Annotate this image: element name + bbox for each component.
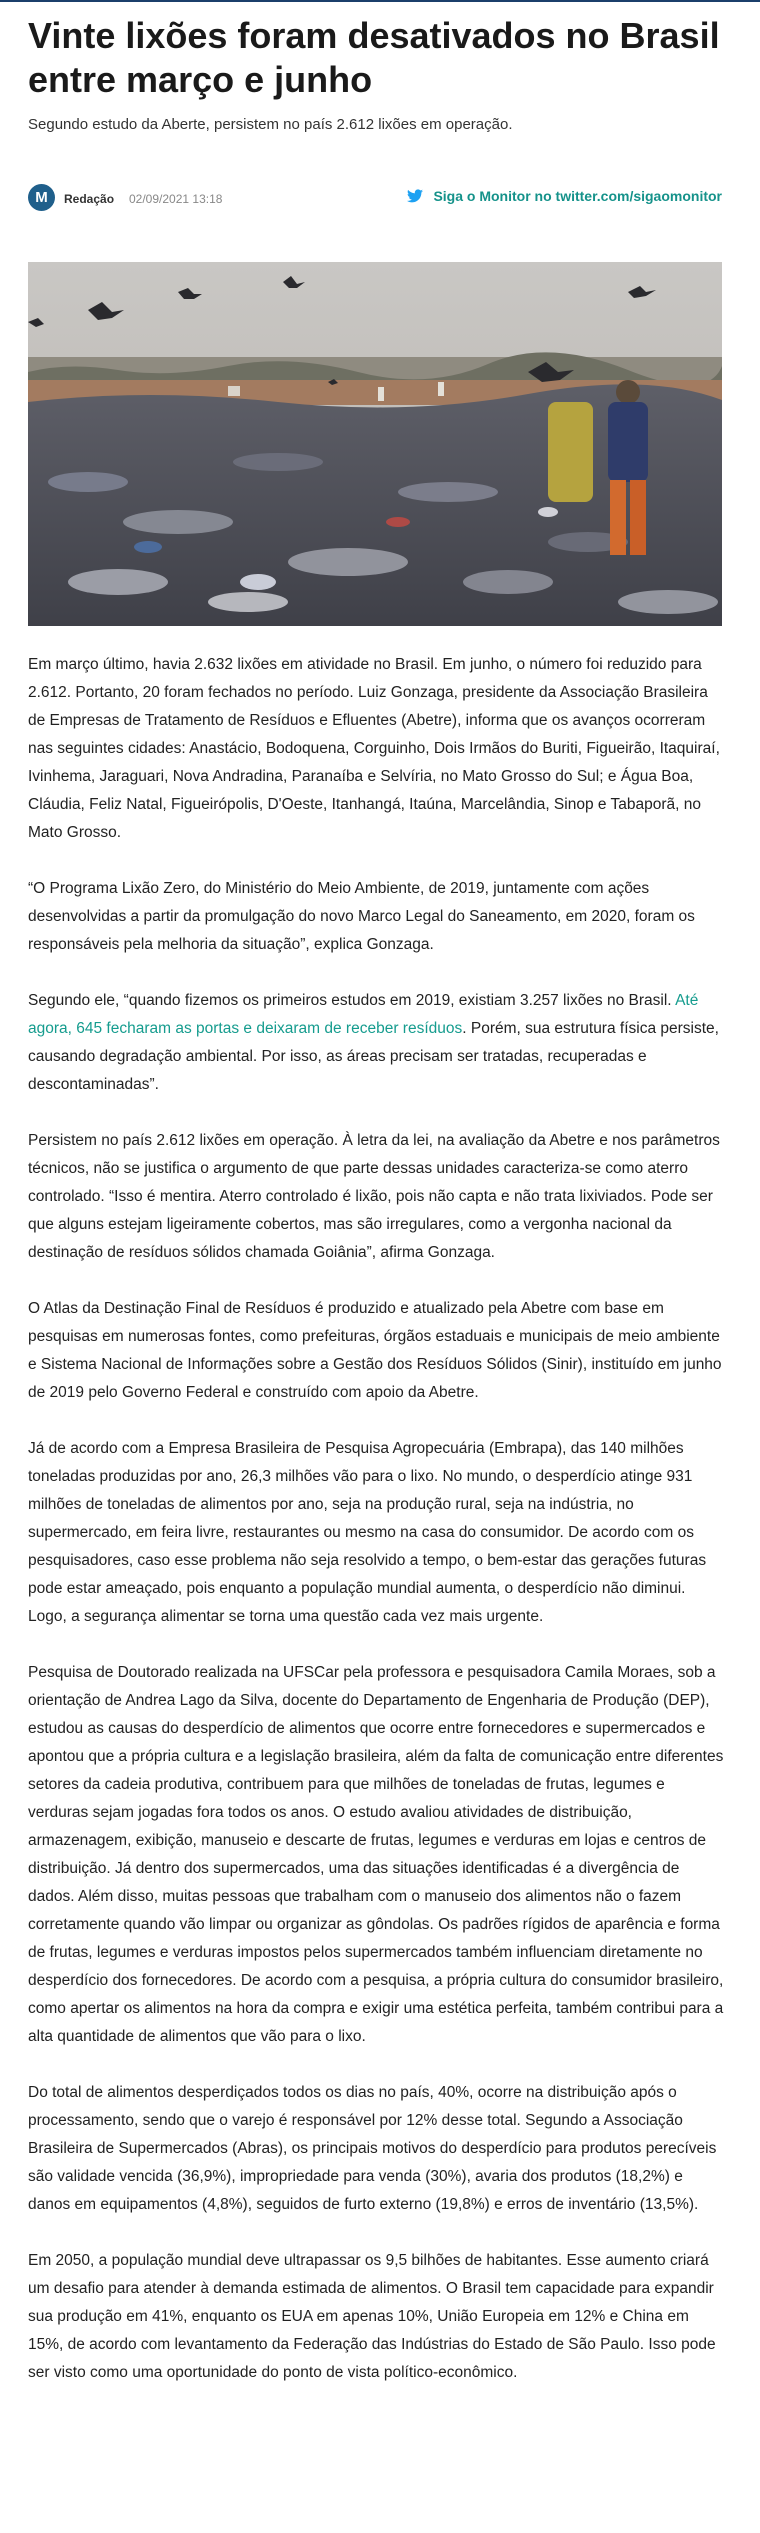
article-paragraph: Do total de alimentos desperdiçados todos os dias no país, 40%, ocorre na distribuição após o processamento, sendo que o varejo é responsável por 12% desse total. Segundo a Associação Brasileira de Supermercados (Abras), os principais motivos do desperdício para produtos perecíveis são validade vencida (36,9%), impropriedade para venda (30%), avaria dos produtos (18,2%) e danos em equipamentos (4,8%), seguidos de furto externo (19,8%) e erros de inventário (13,5%). [28,2084,717,2213]
top-border-line [0,0,760,2]
author-link[interactable]: Redação [64,192,115,206]
article-photo-landfill [28,262,722,626]
twitter-follow-text[interactable]: Siga o Monitor no twitter.com/sigaomonitor [433,188,722,204]
article-meta [28,184,722,214]
publish-date: 02/09/2021 13:18 [129,192,223,206]
article-paragraph: O Atlas da Destinação Final de Resíduos é produzido e atualizado pela Abetre com base em pesquisas em numerosas fontes, como prefeituras, órgãos estaduais e municipais de meio ambiente e Sistema Nacional de Informações sobre a Gestão dos Resíduos Sólidos (Sinir), instituído em junho de 2019 pelo Governo Federal e construído com apoio da Abetre. [28,1300,722,1401]
inline-article-link[interactable]: Até agora, 645 fecharam as portas e deixaram de receber resíduos [28,992,699,1037]
article-paragraph: Persistem no país 2.612 lixões em operação. À letra da lei, na avaliação da Abetre e nos parâmetros técnicos, não se justifica o argumento de que parte dessas unidades caracteriza-se como aterro controlado. “Isso é mentira. Aterro controlado é lixão, pois não capta e não trata lixiviados. Pode ser que alguns estejam ligeiramente cobertos, mas são irregulares, como a vergonha nacional da destinação de resíduos sólidos chamada Goiânia”, afirma Gonzaga. [28,1132,720,1261]
landfill-photo-illustration [28,262,722,626]
article-paragraph: Em março último, havia 2.632 lixões em atividade no Brasil. Em junho, o número foi reduzido para 2.612. Portanto, 20 foram fechados no período. Luiz Gonzaga, presidente da Associação Brasileira de Empresas de Tratamento de Resíduos e Efluentes (Abetre), informa que os avanços ocorreram nas seguintes cidades: Anastácio, Bodoquena, Corguinho, Dois Irmãos do Buriti, Figueirão, Itaquiraí, Ivinhema, Jaraguari, Nova Andradina, Paranaíba e Selvíria, no Mato Grosso do Sul; e Água Boa, Cláudia, Feliz Natal, Figueirópolis, D'Oeste, Itanhangá, Itaúna, Marcelândia, Sinop e Tabaporã, no Mato Grosso. [28,656,720,841]
twitter-bird-icon [407,189,423,203]
article-subtitle: Segundo estudo da Aberte, persistem no país 2.612 lixões em operação. [28,116,513,133]
article-body [28,651,728,2415]
article-paragraph-with-link [28,987,728,1099]
monitor-logo-icon[interactable]: M [28,184,55,211]
article-paragraph: Em 2050, a população mundial deve ultrapassar os 9,5 bilhões de habitantes. Esse aumento criará um desafio para atender à demanda estimada de alimentos. O Brasil tem capacidade para expandir sua produção em 41%, enquanto os EUA em apenas 10%, União Europeia em 12% e China em 15%, de acordo com levantamento da Federação das Indústrias do Estado de São Paulo. Isso pode ser visto como uma oportunidade do ponto de vista político-econômico. [28,2252,716,2381]
article-title: Vinte lixões foram desativados no Brasil entre março e junho [28,15,720,100]
twitter-follow-link[interactable] [407,188,722,204]
article-paragraph: “O Programa Lixão Zero, do Ministério do Meio Ambiente, de 2019, juntamente com ações desenvolvidas a partir da promulgação do novo Marco Legal do Saneamento, em 2020, foram os responsáveis pela melhoria da situação”, explica Gonzaga. [28,880,695,953]
article-paragraph: Já de acordo com a Empresa Brasileira de Pesquisa Agropecuária (Embrapa), das 140 milhões toneladas produzidas por ano, 26,3 milhões vão para o lixo. No mundo, o desperdício atinge 931 milhões de toneladas de alimentos por ano, seja na produção rural, seja na indústria, no supermercado, em feira livre, restaurantes ou mesmo na casa do consumidor. De acordo com os pesquisadores, caso esse problema não seja resolvido a tempo, o bem-estar das gerações futuras pode estar ameaçado, pois enquanto a população mundial aumenta, o desperdício não diminui. Logo, a segurança alimentar se torna uma questão cada vez mais urgente. [28,1440,707,1625]
paragraph-text-after-link: . Porém, sua estrutura física persiste, causando degradação ambiental. Por isso, as áreas precisam ser tratadas, recuperadas e descontaminadas”. [28,1020,719,1093]
paragraph-text-before-link: Segundo ele, “quando fizemos os primeiros estudos em 2019, existiam 3.257 lixões no Brasil. [28,992,676,1009]
article-paragraph: Pesquisa de Doutorado realizada na UFSCar pela professora e pesquisadora Camila Moraes, sob a orientação de Andrea Lago da Silva, docente do Departamento de Engenharia de Produção (DEP), estudou as causas do desperdício de alimentos que ocorre entre fornecedores e supermercados e apontou que a própria cultura e a legislação brasileira, além da falta de comunicação entre diferentes setores da cadeia produtiva, contribuem para que milhões de toneladas de frutas, legumes e verduras sejam jogadas fora todos os anos. O estudo avaliou atividades de distribuição, armazenagem, exibição, manuseio e descarte de frutas, legumes e verduras em lojas e centros de distribuição. Já dentro dos supermercados, uma das situações identificadas é a divergência de dados. Além disso, muitas pessoas que trabalham com o manuseio dos alimentos não o fazem corretamente quando vão limpar ou organizar as gôndolas. Os padrões rígidos de aparência e forma de frutas, legumes e verduras impostos pelos supermercados também influenciam diretamente no desperdício dos fornecedores. De acordo com a pesquisa, a própria cultura do consumidor brasileiro, como apertar os alimentos na hora da compra e exigir uma estética perfeita, também contribui para a alta quantidade de alimentos que vão para o lixo. [28,1664,724,2045]
